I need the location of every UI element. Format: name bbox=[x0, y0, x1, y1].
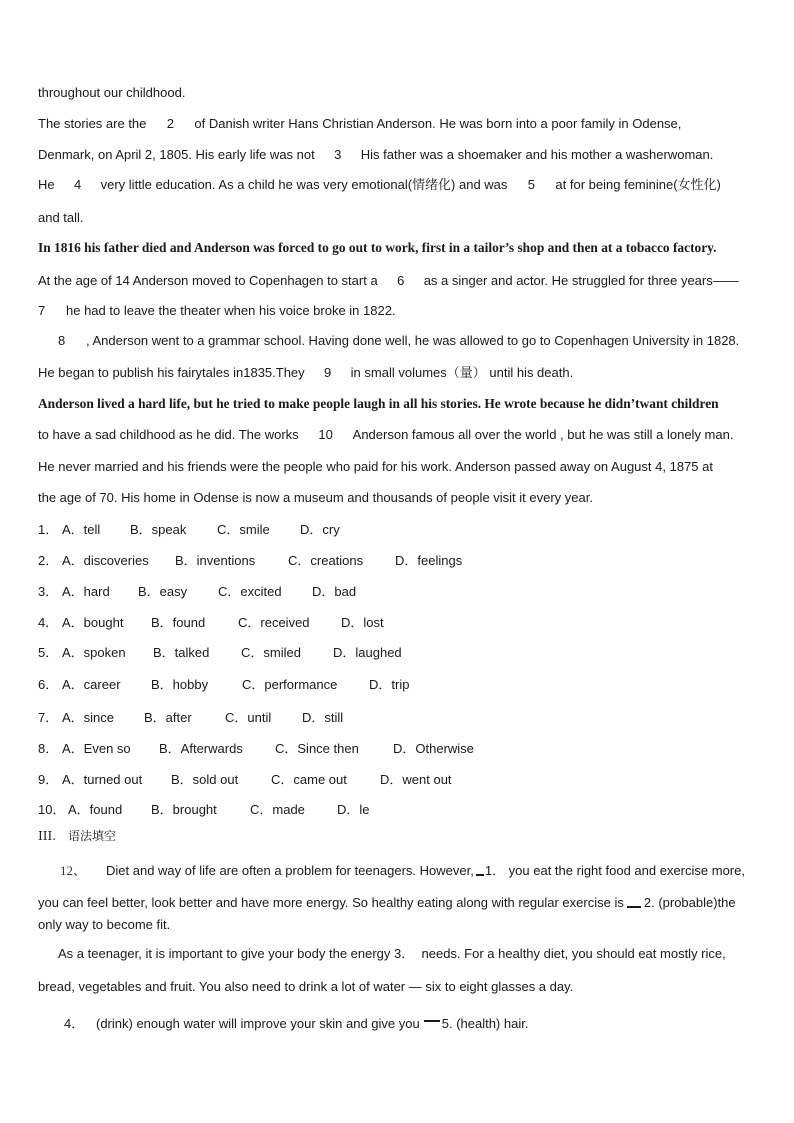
passage-text: He bbox=[38, 177, 55, 192]
option-b: B．found bbox=[151, 615, 206, 630]
question-number: 3． bbox=[38, 584, 59, 599]
option-b: B．inventions bbox=[175, 553, 256, 568]
passage-text: Denmark, on April 2, 1805. His early life was not bbox=[38, 147, 315, 162]
passage-text: , Anderson went to a grammar school. Having done well, he was allowed to go to Copenhagen University in 1828. bbox=[86, 333, 740, 348]
passage-line-14: the age of 70. His home in Odense is now a museum and thousands of people visit it every year. bbox=[38, 490, 593, 505]
option-d: D．went out bbox=[380, 772, 452, 787]
section-heading bbox=[38, 828, 116, 844]
blank-number: 4． bbox=[64, 1016, 85, 1031]
question-number: 7． bbox=[38, 710, 59, 725]
passage-line-2 bbox=[38, 116, 768, 132]
blank-number: 4 bbox=[74, 177, 82, 192]
blank-line bbox=[627, 900, 641, 908]
passage-text: (health) hair. bbox=[456, 1016, 529, 1031]
option-a: A．turned out bbox=[62, 772, 143, 787]
option-d: D．feelings bbox=[395, 553, 463, 568]
option-d: D．lost bbox=[341, 615, 384, 630]
question-number: 9． bbox=[38, 772, 59, 787]
option-c: C．creations bbox=[288, 553, 364, 568]
option-b: B．after bbox=[144, 710, 192, 725]
passage-text: The stories are the bbox=[38, 116, 147, 131]
option-d: D．trip bbox=[369, 677, 410, 692]
blank-number: 1． bbox=[484, 863, 506, 878]
passage-text: at for being feminine(女性化) bbox=[555, 177, 721, 192]
blank-number: 3． bbox=[394, 946, 415, 961]
blank-number: 3 bbox=[334, 147, 342, 162]
option-a: A．since bbox=[62, 710, 115, 725]
option-d: D．cry bbox=[300, 522, 340, 537]
blank-number: 2. bbox=[643, 895, 655, 910]
option-a: A．bought bbox=[62, 615, 124, 630]
option-d: D．le bbox=[337, 802, 370, 817]
passage-text: needs. For a healthy diet, you should eat mostly rice, bbox=[421, 946, 726, 961]
blank-number: 5. bbox=[441, 1016, 453, 1031]
option-a: A．career bbox=[62, 677, 121, 692]
passage-text: of Danish writer Hans Christian Anderson. He was born into a poor family in Odense, bbox=[194, 116, 682, 131]
blank-number: 7 bbox=[38, 303, 46, 318]
passage-text: He began to publish his fairytales in1835.They bbox=[38, 365, 305, 380]
option-d: D．Otherwise bbox=[393, 741, 474, 756]
blank-number: 10 bbox=[318, 427, 333, 442]
option-c: C．Since then bbox=[275, 741, 359, 756]
option-c: C．excited bbox=[218, 584, 282, 599]
option-b: B．Afterwards bbox=[159, 741, 243, 756]
passage-text: he had to leave the theater when his voice broke in 1822. bbox=[66, 303, 396, 318]
question-number: 12、 bbox=[60, 863, 87, 878]
passage-line-13: He never married and his friends were the people who paid for his work. Anderson passed away on August 4, 1875 at bbox=[38, 459, 713, 474]
passage-line-8 bbox=[38, 303, 768, 319]
passage-text: (drink) enough water will improve your skin and give you bbox=[96, 1016, 420, 1031]
option-a: A．hard bbox=[62, 584, 110, 599]
passage-text: Anderson famous all over the world , but he was still a lonely man. bbox=[352, 427, 734, 442]
option-a: A．found bbox=[68, 802, 123, 817]
passage-line-7 bbox=[38, 273, 768, 289]
section-roman-numeral: III. bbox=[38, 829, 57, 843]
question-number: 2． bbox=[38, 553, 59, 568]
grammar-line-4 bbox=[58, 946, 788, 962]
question-number: 6． bbox=[38, 677, 59, 692]
option-a: A．spoken bbox=[62, 645, 126, 660]
option-c: C．came out bbox=[271, 772, 347, 787]
grammar-line-2 bbox=[38, 895, 768, 911]
passage-text: you eat the right food and exercise more, bbox=[508, 863, 745, 878]
question-number: 8． bbox=[38, 741, 59, 756]
grammar-line-5: bread, vegetables and fruit. You also need to drink a lot of water — six to eight glasses a day. bbox=[38, 979, 574, 994]
option-b: B．brought bbox=[151, 802, 217, 817]
question-number: 5． bbox=[38, 645, 59, 660]
blank-number: 6 bbox=[397, 273, 405, 288]
passage-line-1: throughout our childhood. bbox=[38, 85, 186, 100]
passage-text: (probable)the bbox=[658, 895, 736, 910]
passage-line-6: In 1816 his father died and Anderson was forced to go out to work, first in a tailor’s shop and then at a tobacco factory. bbox=[38, 240, 717, 255]
blank-number: 9 bbox=[324, 365, 332, 380]
option-a: A．discoveries bbox=[62, 553, 149, 568]
passage-text: Diet and way of life are often a problem for teenagers. However, bbox=[106, 863, 474, 878]
blank-line bbox=[424, 1016, 440, 1022]
blank-number: 8 bbox=[58, 333, 66, 348]
option-a: A．tell bbox=[62, 522, 101, 537]
blank-number: 2 bbox=[166, 116, 174, 131]
option-b: B．sold out bbox=[171, 772, 239, 787]
question-number: 10． bbox=[38, 802, 66, 817]
option-c: C．received bbox=[238, 615, 310, 630]
passage-text: you can feel better, look better and have more energy. So healthy eating along with regular exercise is bbox=[38, 895, 624, 910]
option-c: C．smile bbox=[217, 522, 270, 537]
option-b: B．hobby bbox=[151, 677, 209, 692]
grammar-line-1 bbox=[60, 863, 770, 879]
grammar-line-3: only way to become fit. bbox=[38, 917, 171, 932]
option-c: C．smiled bbox=[241, 645, 301, 660]
passage-text: As a teenager, it is important to give your body the energy bbox=[58, 946, 391, 961]
passage-line-10 bbox=[38, 365, 768, 381]
passage-text: very little education. As a child he was very emotional(情绪化) and was bbox=[100, 177, 508, 192]
option-d: D．bad bbox=[312, 584, 357, 599]
option-b: B．speak bbox=[130, 522, 187, 537]
section-title: 语法填空 bbox=[68, 829, 117, 843]
passage-line-3 bbox=[38, 147, 768, 163]
option-c: C．made bbox=[250, 802, 305, 817]
option-a: A．Even so bbox=[62, 741, 131, 756]
question-number: 4． bbox=[38, 615, 59, 630]
option-b: B．easy bbox=[138, 584, 188, 599]
passage-line-11: Anderson lived a hard life, but he tried to make people laugh in all his stories. He wrote because he didn’twant children bbox=[38, 396, 719, 411]
passage-text: in small volumes（量） until his death. bbox=[350, 365, 574, 380]
passage-text: as a singer and actor. He struggled for three years—— bbox=[423, 273, 739, 288]
passage-line-12 bbox=[38, 427, 768, 443]
option-c: C．until bbox=[225, 710, 272, 725]
option-b: B．talked bbox=[153, 645, 210, 660]
passage-text: At the age of 14 Anderson moved to Copenhagen to start a bbox=[38, 273, 378, 288]
blank-number: 5 bbox=[527, 177, 536, 192]
passage-line-5: and tall. bbox=[38, 210, 84, 225]
blank-line bbox=[476, 868, 484, 876]
grammar-line-6 bbox=[64, 1016, 794, 1032]
option-d: D．still bbox=[302, 710, 344, 725]
passage-text: His father was a shoemaker and his mother a washerwoman. bbox=[360, 147, 714, 162]
option-d: D．laughed bbox=[333, 645, 402, 660]
question-number: 1． bbox=[38, 522, 59, 537]
passage-line-9 bbox=[58, 333, 788, 349]
passage-line-4 bbox=[38, 177, 768, 193]
passage-text: to have a sad childhood as he did. The works bbox=[38, 427, 299, 442]
option-c: C．performance bbox=[242, 677, 338, 692]
